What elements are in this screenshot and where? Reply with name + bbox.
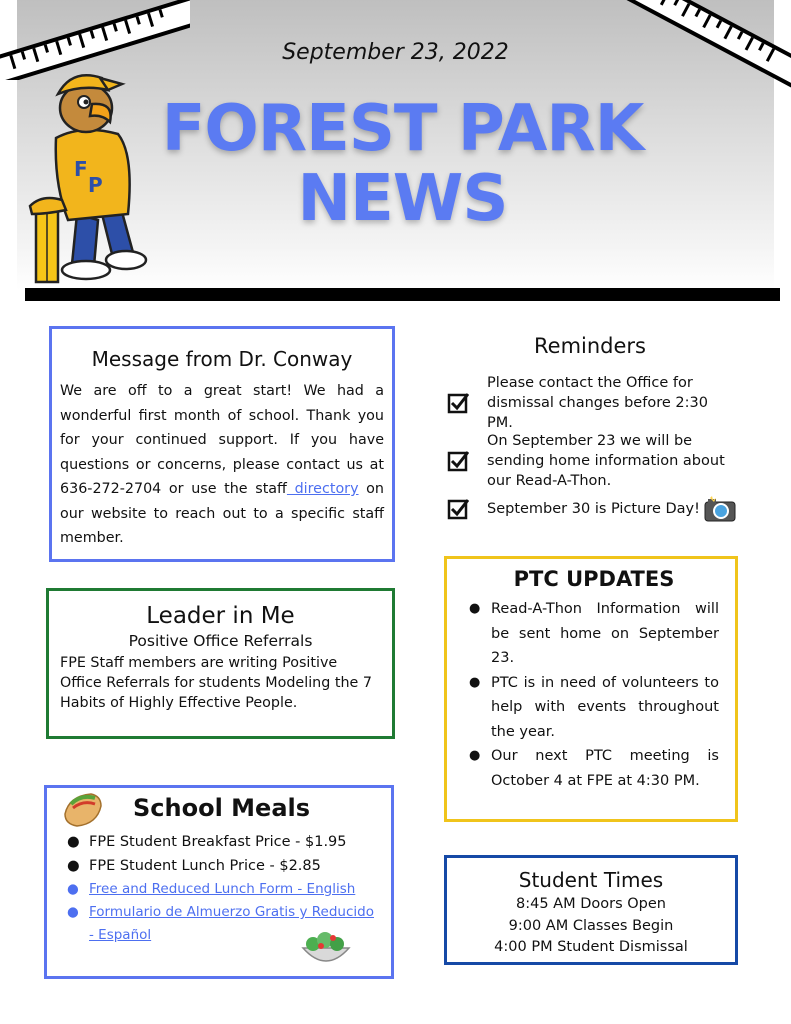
meal-link-item: ● Free and Reduced Lunch Form - English <box>67 881 356 897</box>
times-line: 9:00 AM Classes Begin <box>508 917 674 934</box>
leader-text: FPE Staff members are writing Positive Office Referrals for students Modeling the 7 Habits of Highly Effective People. <box>60 655 372 711</box>
camera-icon <box>704 496 736 522</box>
reminder-item <box>447 373 732 433</box>
ptc-item: ● Read-A-Thon Information will be sent home on September 23. <box>469 597 719 671</box>
title-line-2: NEWS <box>297 162 508 236</box>
lunch-form-english-link[interactable]: Free and Reduced Lunch Form - English <box>89 881 356 897</box>
checkbox-icon <box>447 450 469 472</box>
message-text <box>60 379 384 551</box>
salad-icon <box>299 928 353 972</box>
ptc-list <box>469 597 719 793</box>
breakfast-price: FPE Student Breakfast Price - $1.95 <box>89 834 347 850</box>
ptc-item-text: PTC is in need of volunteers to help with events throughout the year. <box>491 674 719 740</box>
ptc-item: ● Our next PTC meeting is October 4 at FPE at 4:30 PM. <box>469 744 719 793</box>
ptc-item: ● PTC is in need of volunteers to help with events throughout the year. <box>469 671 719 745</box>
reminder-text: Please contact the Office for dismissal changes before 2:30 PM. <box>487 375 708 431</box>
reminder-text: On September 23 we will be sending home information about our Read-A-Thon. <box>487 433 725 489</box>
title-line-1: FOREST PARK <box>161 92 644 166</box>
times-box <box>444 855 738 965</box>
directory-link[interactable]: directory <box>286 481 359 497</box>
newsletter-title <box>130 94 675 234</box>
meals-box <box>44 785 394 979</box>
meals-title: School Meals <box>133 794 311 822</box>
burrito-icon <box>61 790 105 830</box>
meal-item: ● FPE Student Lunch Price - $2.85 <box>67 858 321 874</box>
checkbox-icon <box>447 392 469 414</box>
reminders-title: Reminders <box>534 334 646 358</box>
issue-date: September 23, 2022 <box>282 40 509 65</box>
message-title: Message from Dr. Conway <box>91 347 353 371</box>
svg-text:P: P <box>88 173 103 197</box>
checkbox-icon <box>447 498 469 520</box>
leader-title: Leader in Me <box>146 603 295 629</box>
times-title: Student Times <box>518 868 664 892</box>
lunch-price: FPE Student Lunch Price - $2.85 <box>89 858 321 874</box>
message-box <box>49 326 395 562</box>
message-text-part-1: We are off to a great start! We had a wonderful first month of school. Thank you for your continued support. If you have questions or concerns, please contact us at 636-272-2704 or use the staff <box>60 383 384 497</box>
reminder-item <box>447 431 732 491</box>
ptc-title: PTC UPDATES <box>513 567 675 591</box>
ptc-item-text: Read-A-Thon Information will be sent home on September 23. <box>491 601 719 666</box>
ptc-item-text: Our next PTC meeting is October 4 at FPE at 4:30 PM. <box>491 748 719 789</box>
svg-text:F: F <box>74 157 88 181</box>
times-line: 8:45 AM Doors Open <box>516 896 666 912</box>
reminder-item <box>447 496 736 522</box>
lunch-form-spanish-link[interactable]: Formulario de Almuerzo Gratis y Reducido - Español <box>89 904 374 943</box>
times-line: 4:00 PM Student Dismissal <box>494 939 688 955</box>
leader-subtitle: Positive Office Referrals <box>128 632 313 650</box>
ptc-box <box>444 556 738 822</box>
message-text-part-2: on our website to reach out to a specific staff member. <box>60 481 384 546</box>
leader-box <box>46 588 395 739</box>
header-divider <box>25 288 780 301</box>
reminder-text: September 30 is Picture Day! <box>487 501 700 517</box>
meal-link-item: ● Formulario de Almuerzo Gratis y Reducido - Español <box>67 901 377 947</box>
meal-item: ● FPE Student Breakfast Price - $1.95 <box>67 834 347 850</box>
